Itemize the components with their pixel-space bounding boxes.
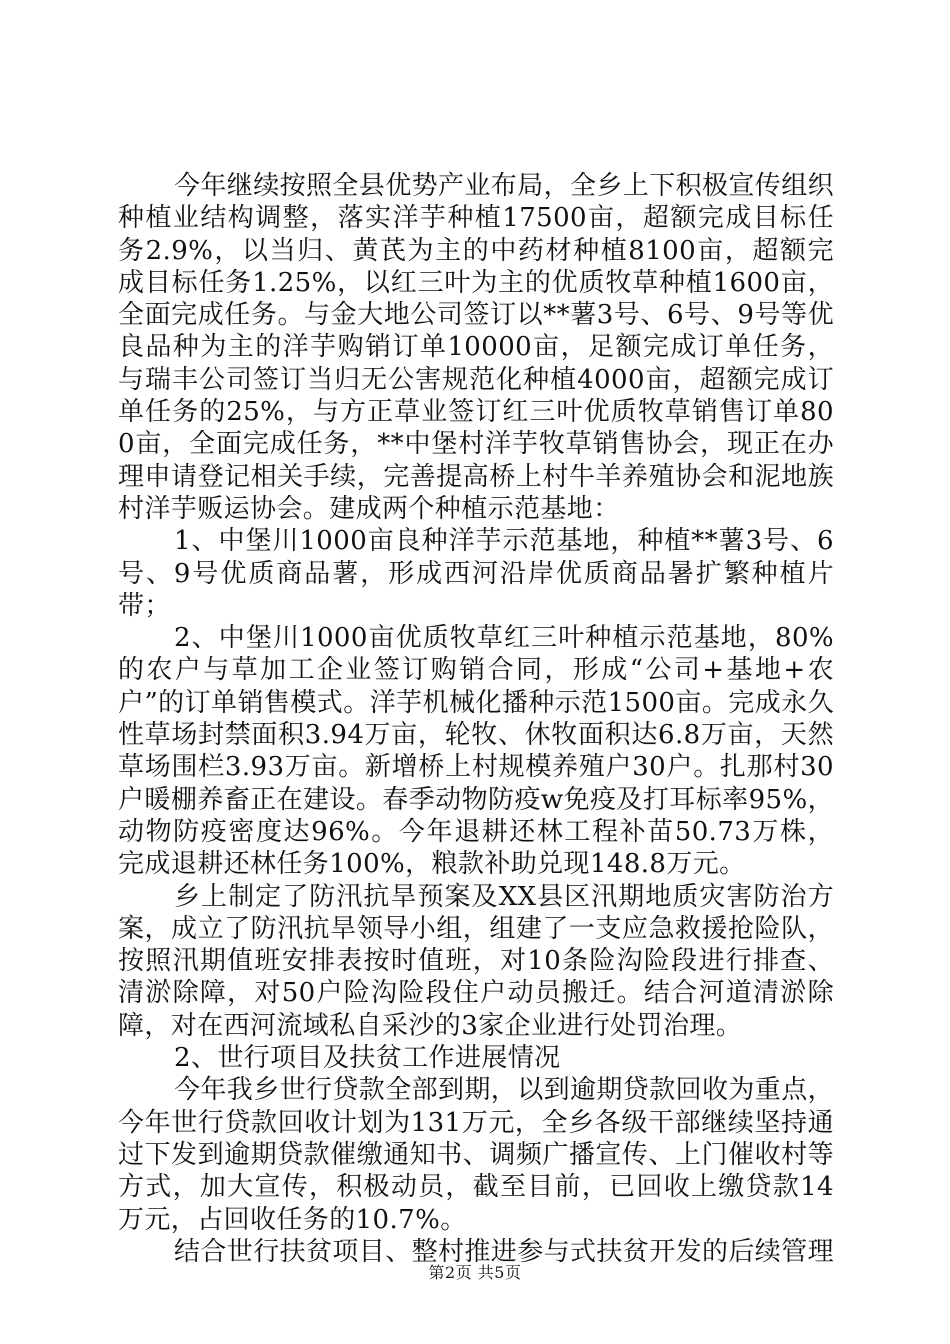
paragraph-loan-recovery: 今年我乡世行贷款全部到期，以到逾期贷款回收为重点，今年世行贷款回收计划为131万元，全乡各级干部继续坚持通过下发到逾期贷款催缴通知书、调频广播宣传、上门催收村等方式，加大宣传，积极动员，截至目前，已回收上缴贷款14万元，占回收任务的10.7%。 — [118, 1075, 835, 1235]
paragraph-planting-structure: 今年继续按照全县优势产业布局，全乡上下积极宣传组织种植业结构调整，落实洋芋种植17500亩，超额完成目标任务2.9%，以当归、黄芪为主的中药材种植8100亩，超额完成目标任务1.25%，以红三叶为主的优质牧草种植1600亩，全面完成任务。与金大地公司签订以**薯3号、6号、9号等优良品种为主的洋芋购销订单10000亩，足额完成订单任务，与瑞丰公司签订当归无公害规范化种植4000亩，超额完成订单任务的25%，与方正草业签订红三叶优质牧草销售订单800亩，全面完成任务，**中堡村洋芋牧草销售协会，现正在办理申请登记相关手续，完善提高桥上村牛羊养殖协会和泥地族村洋芋贩运协会。建成两个种植示范基地： — [118, 171, 835, 524]
paragraph-clover-base: 2、中堡川1000亩优质牧草红三叶种植示范基地，80%的农户与草加工企业签订购销合同，形成“公司+基地+农户”的订单销售模式。洋芋机械化播种示范1500亩。完成永久性草场封禁面积3.94万亩，轮牧、休牧面积达6.8万亩，天然草场围栏3.93万亩。新增桥上村规模养殖户30户。扎那村30户暖棚养畜正在建设。春季动物防疫w免疫及打耳标率95%，动物防疫密度达96%。今年退耕还林工程补苗50.73万株，完成退耕还林任务100%，粮款补助兑现148.8万元。 — [118, 623, 834, 880]
paragraph-potato-base: 1、中堡川1000亩良种洋芋示范基地，种植**薯3号、6号、9号优质商品薯，形成西河沿岸优质商品暑扩繁种植片带； — [118, 526, 834, 621]
paragraph-flood-control: 乡上制定了防汛抗旱预案及XX县区汛期地质灾害防治方案，成立了防汛抗旱领导小组，组建了一支应急救援抢险队，按照汛期值班安排表按时值班，对10条险沟险段进行排查、清淤除障，对50户险沟险段住户动员搬迁。结合河道清淤除障，对在西河流域私自采沙的3家企业进行处罚治理。 — [118, 881, 834, 1041]
section-heading-world-bank: 2、世行项目及扶贫工作进展情况 — [174, 1043, 561, 1074]
paragraph-poverty-followup: 结合世行扶贫项目、整村推进参与式扶贫开发的后续管理 — [174, 1236, 835, 1267]
document-body — [118, 170, 834, 1268]
page-number-footer: 第2页 共5页 — [428, 1263, 522, 1282]
